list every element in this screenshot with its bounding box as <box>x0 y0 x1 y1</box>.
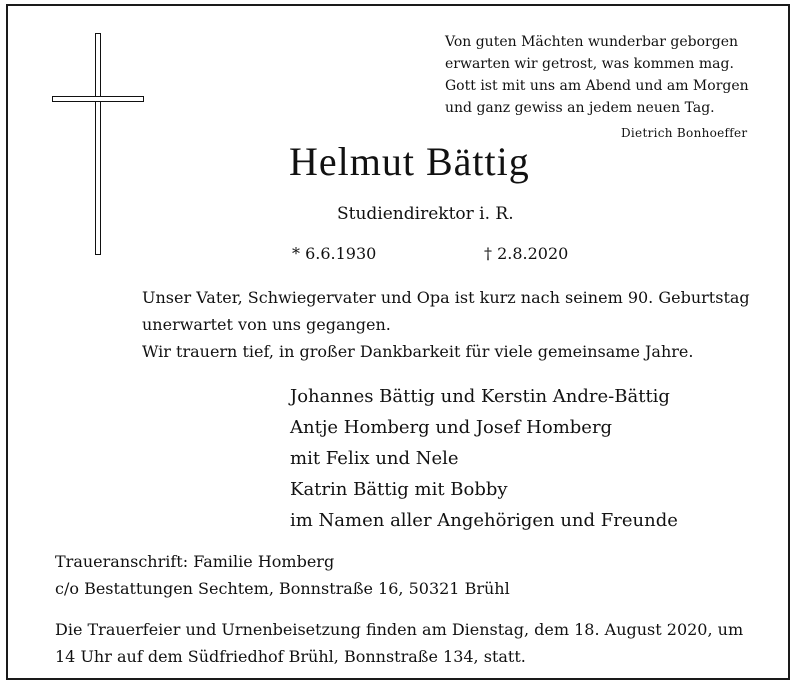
cross-icon-vertical-bar <box>95 33 101 255</box>
quote-block <box>445 31 775 119</box>
address-line: c/o Bestattungen Sechtem, Bonnstraße 16, 50321 Brühl <box>55 579 510 598</box>
mourning-address <box>55 548 510 602</box>
ceremony-line: Die Trauerfeier und Urnenbeisetzung finden am Dienstag, dem 18. August 2020, um <box>55 620 744 639</box>
mourner-line: Katrin Bättig mit Bobby <box>290 479 508 500</box>
quote-line: und ganz gewiss an jedem neuen Tag. <box>445 100 715 116</box>
mourner-line: im Namen aller Angehörigen und Freunde <box>290 510 678 531</box>
quote-author: Dietrich Bonhoeffer <box>621 126 748 140</box>
mourner-line: Johannes Bättig und Kerstin Andre-Bättig <box>290 386 670 407</box>
message-line: unerwartet von uns gegangen. <box>142 315 391 334</box>
ceremony-notice <box>55 616 743 670</box>
quote-line: Gott ist mit uns am Abend und am Morgen <box>445 78 749 94</box>
birth-date: * 6.6.1930 <box>292 244 377 263</box>
quote-line: erwarten wir getrost, was kommen mag. <box>445 56 734 72</box>
death-date: † 2.8.2020 <box>484 244 569 263</box>
message-block <box>142 284 750 365</box>
cross-icon-junction <box>97 98 100 101</box>
deceased-title: Studiendirektor i. R. <box>337 204 514 224</box>
address-line: Traueranschrift: Familie Homberg <box>55 552 335 571</box>
mourner-line: Antje Homberg und Josef Homberg <box>290 417 613 438</box>
deceased-name: Helmut Bättig <box>289 139 530 184</box>
mourner-line: mit Felix und Nele <box>290 448 459 469</box>
message-line: Wir trauern tief, in großer Dankbarkeit für viele gemeinsame Jahre. <box>142 342 694 361</box>
quote-line: Von guten Mächten wunderbar geborgen <box>445 34 738 50</box>
ceremony-line: 14 Uhr auf dem Südfriedhof Brühl, Bonnstraße 134, statt. <box>55 647 526 666</box>
message-line: Unser Vater, Schwiegervater und Opa ist kurz nach seinem 90. Geburtstag <box>142 288 750 307</box>
mourners-block <box>290 381 678 536</box>
